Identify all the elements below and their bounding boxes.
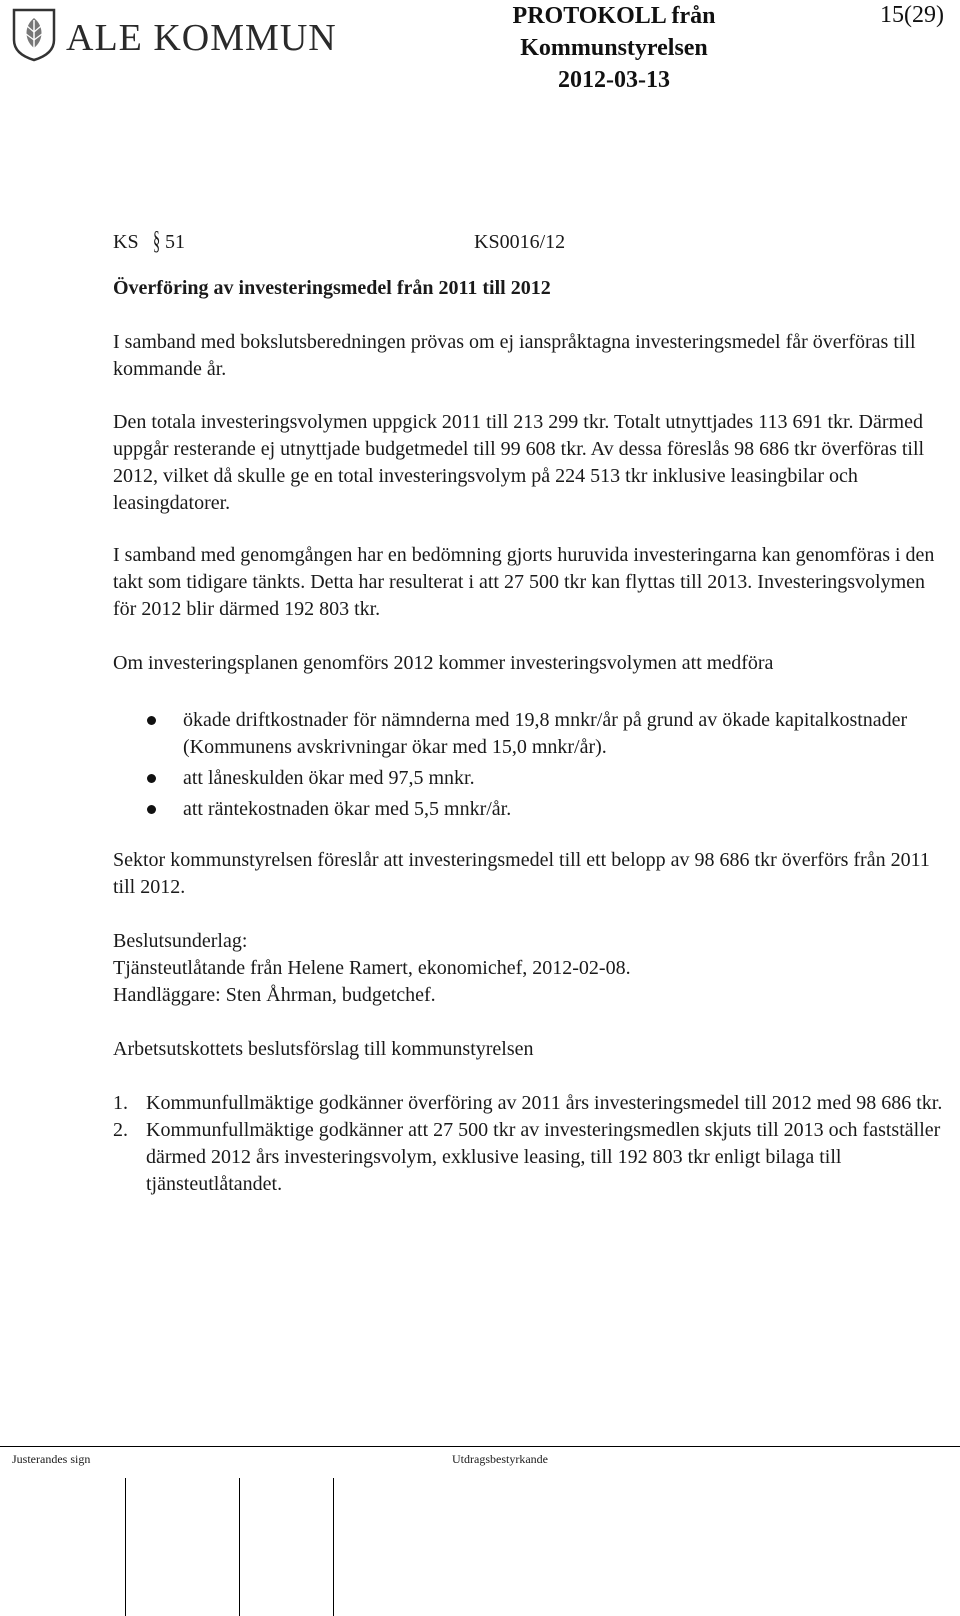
paragraph-volume: [113, 409, 943, 517]
signature-box-divider: [333, 1478, 334, 1616]
case-reference: KS0016/12: [474, 231, 566, 253]
case-line: [113, 226, 943, 257]
protocol-title: PROTOKOLL från: [512, 3, 716, 29]
proposal-item: [113, 1117, 943, 1198]
org-name: ALE KOMMUN: [66, 17, 337, 59]
basis-line: Tjänsteutlåtande från Helene Ramert, ekonomichef, 2012-02-08.: [113, 957, 631, 979]
consequence-list: [113, 707, 943, 827]
list-item: [113, 707, 943, 761]
signature-box-divider: [125, 1478, 126, 1616]
case-number: 51: [165, 231, 185, 253]
sign-label: Justerandes sign: [12, 1452, 91, 1466]
proposal-text: Kommunfullmäktige godkänner överföring av 2011 års investeringsmedel till 2012 med 98 686 tkr.: [146, 1092, 943, 1114]
paragraph-text: Den totala investeringsvolymen uppgick 2011 till 213 299 tkr. Totalt utnyttjades 113 691 tkr. Därmed uppgår resterande ej utnyttjade budgetmedel till 99 608 tkr. Av dessa föreslås 98 686 tkr överföras till 2012, vilket då skulle ge en total investeringsvolym på 224 513 tkr inklusive leasingbilar och leasingdatorer.: [113, 411, 925, 514]
municipality-logo-icon: [10, 6, 58, 62]
page-number: 15(29): [880, 2, 944, 28]
signature-box-divider: [239, 1478, 240, 1616]
list-item: [113, 765, 943, 792]
basis-label: Beslutsunderlag:: [113, 930, 248, 952]
committee-name: Kommunstyrelsen: [520, 35, 708, 61]
paragraph-consequence: [113, 650, 943, 677]
list-item-text: att låneskulden ökar med 97,5 mnkr.: [183, 767, 475, 789]
proposal-item: [113, 1090, 943, 1117]
paragraph-text: Sektor kommunstyrelsen föreslår att investeringsmedel till ett belopp av 98 686 tkr överförs från 2011 till 2012.: [113, 849, 930, 898]
paragraph-text: I samband med genomgången har en bedömning gjorts huruvida investeringarna kan genomföras i den takt som tidigare tänkts. Detta har resulterat i att 27 500 tkr kan flyttas till 2013. Investeringsvolymen för 2012 blir därmed 192 803 tkr.: [113, 544, 935, 620]
proposal-number: 2.: [113, 1119, 128, 1141]
bullet-icon: [147, 716, 156, 725]
paragraph-sector: [113, 847, 943, 901]
proposal-text: Kommunfullmäktige godkänner att 27 500 tkr av investeringsmedlen skjuts till 2013 och fastställer därmed 2012 års investeringsvolym, exklusive leasing, till 192 803 tkr enligt bilaga till tjänsteutlåtandet.: [146, 1119, 941, 1195]
list-item-text: att räntekostnaden ökar med 5,5 mnkr/år.: [183, 798, 512, 820]
proposal-list: [113, 1090, 943, 1198]
list-item: [113, 796, 943, 823]
meeting-date: 2012-03-13: [558, 67, 670, 93]
case-prefix: KS: [113, 231, 139, 253]
footer-divider: [0, 1446, 960, 1447]
proposal-number: 1.: [113, 1092, 128, 1114]
paragraph-text: Om investeringsplanen genomförs 2012 kommer investeringsvolymen att medföra: [113, 652, 774, 674]
bullet-icon: [147, 805, 156, 814]
section-heading: Överföring av investeringsmedel från 2011 till 2012: [113, 277, 551, 299]
proposal-heading: Arbetsutskottets beslutsförslag till kommunstyrelsen: [113, 1038, 534, 1060]
list-item-text: ökade driftkostnader för nämnderna med 19,8 mnkr/år på grund av ökade kapitalkostnader (Kommunens avskrivningar ökar med 15,0 mnkr/år).: [183, 709, 908, 758]
extract-label: Utdragsbestyrkande: [452, 1452, 548, 1466]
decision-basis: [113, 928, 943, 1009]
section-symbol: §: [153, 226, 161, 255]
document-title-block: [484, 0, 744, 96]
paragraph-review: [113, 542, 943, 623]
paragraph-text: I samband med bokslutsberedningen prövas om ej ianspråktagna investeringsmedel får överföras till kommande år.: [113, 331, 916, 380]
basis-line: Handläggare: Sten Åhrman, budgetchef.: [113, 984, 436, 1006]
paragraph-intro: [113, 329, 943, 383]
bullet-icon: [147, 774, 156, 783]
